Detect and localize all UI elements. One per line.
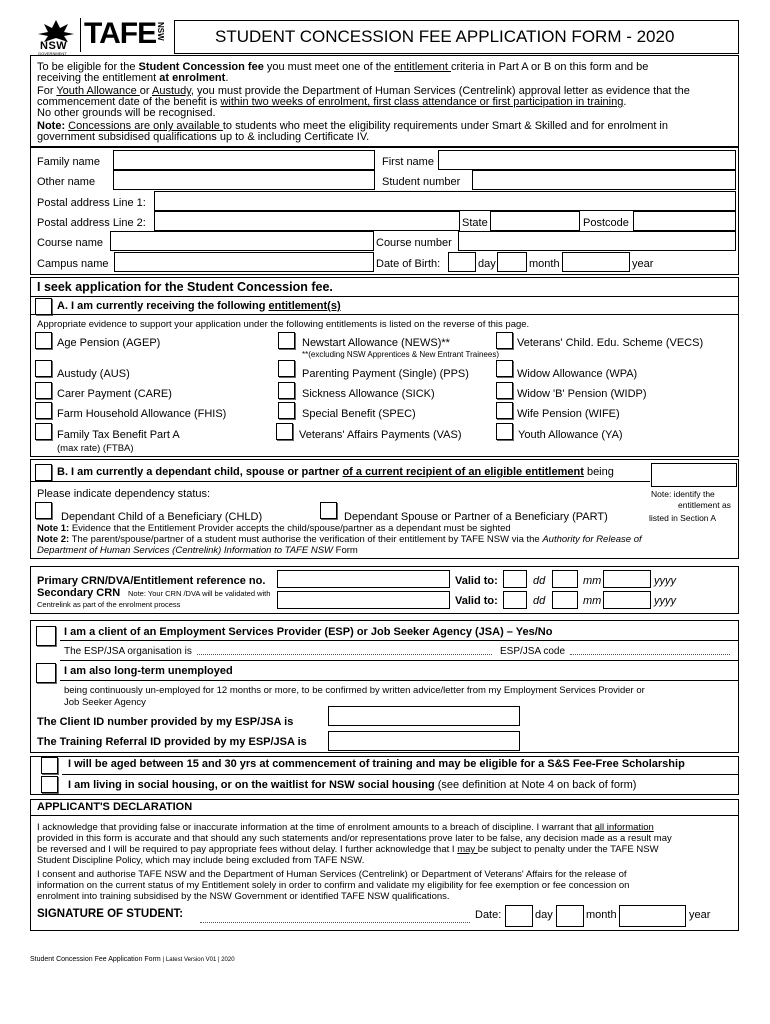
seek-heading: I seek application for the Student Concession fee.	[37, 280, 333, 294]
client-id-label: The Client ID number provided by my ESP/JSA is	[37, 716, 294, 728]
sign-day-label: day	[535, 909, 553, 921]
ltu-label: I am also long-term unemployed	[64, 665, 233, 677]
client-id-field[interactable]	[328, 706, 520, 726]
secondary-dd-label: dd	[533, 595, 546, 607]
dependency-status-label: Please indicate dependency status:	[37, 488, 211, 500]
care-checkbox[interactable]	[35, 382, 52, 399]
postcode-label: Postcode	[583, 217, 629, 229]
intro-line-6: Note: Concessions are only available to students who meet the eligibility requirements under Smart & Skilled and for enrolment in	[37, 120, 668, 132]
nsw-logo	[34, 18, 78, 54]
secondary-crn-note: Note: Your CRN /DVA will be validated with	[128, 589, 271, 598]
fhis-label: Farm Household Allowance (FHIS)	[57, 408, 227, 420]
vas-checkbox[interactable]	[276, 423, 293, 440]
ya-checkbox[interactable]	[496, 423, 513, 440]
housing-checkbox[interactable]	[41, 776, 58, 793]
tafe-logo-sub: NSW	[156, 22, 165, 41]
primary-crn-label: Primary CRN/DVA/Entitlement reference no.	[37, 575, 266, 587]
dob-year-field[interactable]	[562, 252, 630, 272]
decl-line-2: provided in this form is accurate and that should any such statements and/or representations prove later to be false, any decision made as a result may	[37, 833, 672, 844]
course-name-label: Course name	[37, 237, 104, 249]
pps-label: Parenting Payment (Single) (PPS)	[302, 368, 469, 380]
part-label: Dependant Spouse or Partner of a Beneficiary (PART)	[344, 511, 608, 523]
scholarship-label: I will be aged between 15 and 30 yrs at commencement of training and may be eligible for a S&S Fee-Free Scholarship	[68, 758, 685, 770]
agep-checkbox[interactable]	[35, 332, 52, 349]
campus-name-label: Campus name	[37, 258, 109, 270]
note-1: Note 1: Evidence that the Entitlement Provider accepts the child/spouse/partner as a dependant must be sighted	[37, 523, 511, 534]
first-name-label: First name	[382, 156, 434, 168]
vecs-checkbox[interactable]	[496, 332, 513, 349]
decl-line-3: be reversed and I will be required to pay appropriate fees without delay. I further acknowledge that I may be subject to penalty under the TAFE NSW	[37, 844, 659, 855]
course-number-label: Course number	[376, 237, 452, 249]
declaration-heading: APPLICANT'S DECLARATION	[37, 801, 193, 813]
part-checkbox[interactable]	[320, 502, 337, 519]
care-label: Carer Payment (CARE)	[57, 388, 172, 400]
intro-box	[30, 55, 739, 147]
sick-label: Sickness Allowance (SICK)	[302, 388, 435, 400]
ftba-sub: (max rate) (FTBA)	[57, 443, 134, 454]
news-label: Newstart Allowance (NEWS)**	[302, 337, 450, 349]
secondary-valid-yyyy-field[interactable]	[603, 591, 651, 609]
campus-name-field[interactable]	[114, 252, 374, 272]
dob-day-field[interactable]	[448, 252, 476, 272]
primary-crn-field[interactable]	[277, 570, 450, 588]
tafe-logo: TAFE	[84, 17, 157, 50]
page-title: STUDENT CONCESSION FEE APPLICATION FORM - 2020	[215, 27, 675, 46]
part-b-heading: B. I am currently a dependant child, spouse or partner of a current recipient of an eligible entitlement being	[57, 466, 614, 478]
esp-divider-3	[60, 680, 739, 681]
secondary-valid-dd-field[interactable]	[503, 591, 527, 609]
fhis-checkbox[interactable]	[35, 402, 52, 419]
state-label: State	[462, 217, 488, 229]
part-b-note-3: listed in Section A	[649, 513, 717, 523]
esp-divider-2	[60, 660, 739, 661]
part-b-divider	[30, 481, 650, 482]
decl-line-4: Student Discipline Policy, which may include being excluded from TAFE NSW.	[37, 855, 365, 866]
ftba-label: Family Tax Benefit Part A	[57, 429, 180, 441]
housing-label: I am living in social housing, or on the waitlist for NSW social housing (see definition at Note 4 on back of form)	[68, 779, 637, 791]
referral-id-label: The Training Referral ID provided by my ESP/JSA is	[37, 736, 307, 748]
postcode-field[interactable]	[633, 211, 736, 231]
primary-valid-dd-field[interactable]	[503, 570, 527, 588]
primary-mm-label: mm	[583, 575, 602, 587]
aus-checkbox[interactable]	[35, 360, 52, 377]
news-note: **(excluding NSW Apprentices & New Entrant Trainees)	[302, 350, 499, 359]
secondary-valid-label: Valid to:	[455, 595, 498, 607]
waratah-icon	[34, 18, 78, 42]
declaration-divider	[30, 815, 739, 816]
primary-dd-label: dd	[533, 575, 546, 587]
sick-checkbox[interactable]	[278, 382, 295, 399]
decl-line-5: I consent and authorise TAFE NSW and the Department of Human Services (Centrelink) or Department of Veterans' Affairs for the release of	[37, 869, 627, 880]
primary-valid-mm-field[interactable]	[552, 570, 578, 588]
intro-line-4: commencement date of the benefit is within two weeks of enrolment, first class attendance or first participation in training.	[37, 96, 627, 108]
sign-date-label: Date:	[475, 909, 502, 921]
wife-label: Wife Pension (WIFE)	[517, 408, 620, 420]
sign-year-label: year	[689, 909, 711, 921]
secondary-crn-field[interactable]	[277, 591, 450, 609]
intro-line-5: No other grounds will be recognised.	[37, 107, 216, 119]
first-name-field[interactable]	[438, 150, 736, 170]
family-name-field[interactable]	[113, 150, 375, 170]
student-number-label: Student number	[382, 176, 461, 188]
decl-line-7: enrolment into training subsidised by the NSW Government or identified TAFE NSW qualifications.	[37, 891, 450, 902]
widp-checkbox[interactable]	[496, 382, 513, 399]
spec-checkbox[interactable]	[278, 402, 295, 419]
part-b-note-1: Note: identify the	[651, 489, 715, 499]
part-b-entitlement-field[interactable]	[651, 463, 737, 487]
ya-label: Youth Allowance (YA)	[518, 429, 623, 441]
note-2: Note 2: The parent/spouse/partner of a student must authorise the verification of their entitlement by TAFE NSW via the Authority for Release of	[37, 534, 642, 545]
student-number-field[interactable]	[472, 170, 736, 190]
chld-label: Dependant Child of a Beneficiary (CHLD)	[61, 511, 263, 523]
pps-checkbox[interactable]	[278, 360, 295, 377]
state-field[interactable]	[490, 211, 580, 231]
note-2-cont: Department of Human Services (Centrelink) Information to TAFE NSW Form	[37, 545, 358, 556]
postal1-label: Postal address Line 1:	[37, 197, 146, 209]
ltu-checkbox[interactable]	[36, 663, 56, 683]
other-name-field[interactable]	[113, 170, 375, 190]
secondary-crn-note-2: Centrelink as part of the enrolment process	[37, 600, 181, 609]
extra-divider	[62, 774, 739, 775]
logo-divider	[80, 18, 81, 52]
other-name-label: Other name	[37, 176, 96, 188]
esp-code-field[interactable]	[570, 654, 730, 655]
part-b-note-2: entitlement as	[678, 500, 731, 510]
part-b-checkbox[interactable]	[35, 464, 52, 481]
decl-line-6: information on the current status of my Entitlement solely in order to confirm and validate my eligibility for fee exemption or fee concession on	[37, 880, 630, 891]
scholarship-checkbox[interactable]	[41, 757, 58, 774]
sign-month-field[interactable]	[556, 905, 584, 927]
postal1-field[interactable]	[154, 191, 736, 211]
intro-line-1: To be eligible for the Student Concession fee you must meet one of the entitlement criteria in Part A or B on this form and be	[37, 61, 649, 73]
wife-checkbox[interactable]	[496, 402, 513, 419]
intro-line-7: government subsidised qualifications up to & including Certificate IV.	[37, 131, 370, 143]
part-a-divider	[30, 314, 739, 315]
part-a-checkbox[interactable]	[35, 298, 52, 315]
vecs-label: Veterans' Child. Edu. Scheme (VECS)	[517, 337, 704, 349]
ftba-checkbox[interactable]	[35, 423, 52, 440]
family-name-label: Family name	[37, 156, 100, 168]
dob-year-label: year	[632, 258, 654, 270]
primary-valid-yyyy-field[interactable]	[603, 570, 651, 588]
dob-month-field[interactable]	[497, 252, 527, 272]
secondary-crn-label: Secondary CRN	[37, 587, 121, 599]
sign-day-field[interactable]	[505, 905, 533, 927]
esp-client-checkbox[interactable]	[36, 626, 56, 646]
part-a-evidence: Appropriate evidence to support your application under the following entitlements is listed on the reverse of this page.	[37, 319, 530, 330]
intro-line-2: receiving the entitlement at enrolment.	[37, 72, 229, 84]
primary-yyyy-label: yyyy	[654, 575, 676, 587]
spec-label: Special Benefit (SPEC)	[302, 408, 416, 420]
signature-label: SIGNATURE OF STUDENT:	[37, 908, 184, 920]
esp-org-label: The ESP/JSA organisation is	[64, 646, 192, 657]
seek-divider	[30, 296, 739, 297]
wpa-checkbox[interactable]	[496, 360, 513, 377]
vas-label: Veterans' Affairs Payments (VAS)	[299, 429, 462, 441]
signature-field[interactable]	[200, 922, 470, 923]
nsw-logo-text: NSW	[40, 40, 68, 52]
intro-line-3: For Youth Allowance or Austudy, you must provide the Department of Human Services (Centrelink) approval letter as evidence that the	[37, 85, 690, 97]
secondary-yyyy-label: yyyy	[654, 595, 676, 607]
esp-org-field[interactable]	[197, 654, 492, 655]
nsw-logo-sub: GOVERNMENT	[38, 51, 67, 56]
footer-text: Student Concession Fee Application Form | Latest Version V01 | 2020	[30, 956, 235, 963]
dob-month-label: month	[529, 258, 560, 270]
news-checkbox[interactable]	[278, 332, 295, 349]
sign-year-field[interactable]	[619, 905, 686, 927]
title-box	[174, 20, 739, 54]
postal2-field[interactable]	[154, 211, 460, 231]
aus-label: Austudy (AUS)	[57, 368, 130, 380]
esp-client-label: I am a client of an Employment Services Provider (ESP) or Job Seeker Agency (JSA) – Yes/No	[64, 626, 553, 638]
agep-label: Age Pension (AGEP)	[57, 337, 161, 349]
ltu-desc-1: being continuously un-employed for 12 months or more, to be confirmed by written advice/letter from my Employment Services Provider or	[64, 685, 645, 696]
primary-valid-label: Valid to:	[455, 575, 498, 587]
secondary-mm-label: mm	[583, 595, 602, 607]
course-name-field[interactable]	[110, 231, 374, 251]
secondary-valid-mm-field[interactable]	[552, 591, 578, 609]
postal2-label: Postal address Line 2:	[37, 217, 146, 229]
esp-divider-1	[60, 640, 739, 641]
widp-label: Widow 'B' Pension (WIDP)	[517, 388, 647, 400]
decl-line-1: I acknowledge that providing false or inaccurate information at the time of enrolment amounts to a breach of discipline. I warrant that all information	[37, 822, 654, 833]
wpa-label: Widow Allowance (WPA)	[517, 368, 638, 380]
sign-month-label: month	[586, 909, 617, 921]
esp-code-label: ESP/JSA code	[500, 646, 566, 657]
dob-label: Date of Birth:	[376, 258, 441, 270]
ltu-desc-2: Job Seeker Agency	[64, 697, 146, 708]
referral-id-field[interactable]	[328, 731, 520, 751]
chld-checkbox[interactable]	[35, 502, 52, 519]
part-a-heading: A. I am currently receiving the following entitlement(s)	[57, 300, 341, 312]
dob-day-label: day	[478, 258, 496, 270]
course-number-field[interactable]	[458, 231, 736, 251]
